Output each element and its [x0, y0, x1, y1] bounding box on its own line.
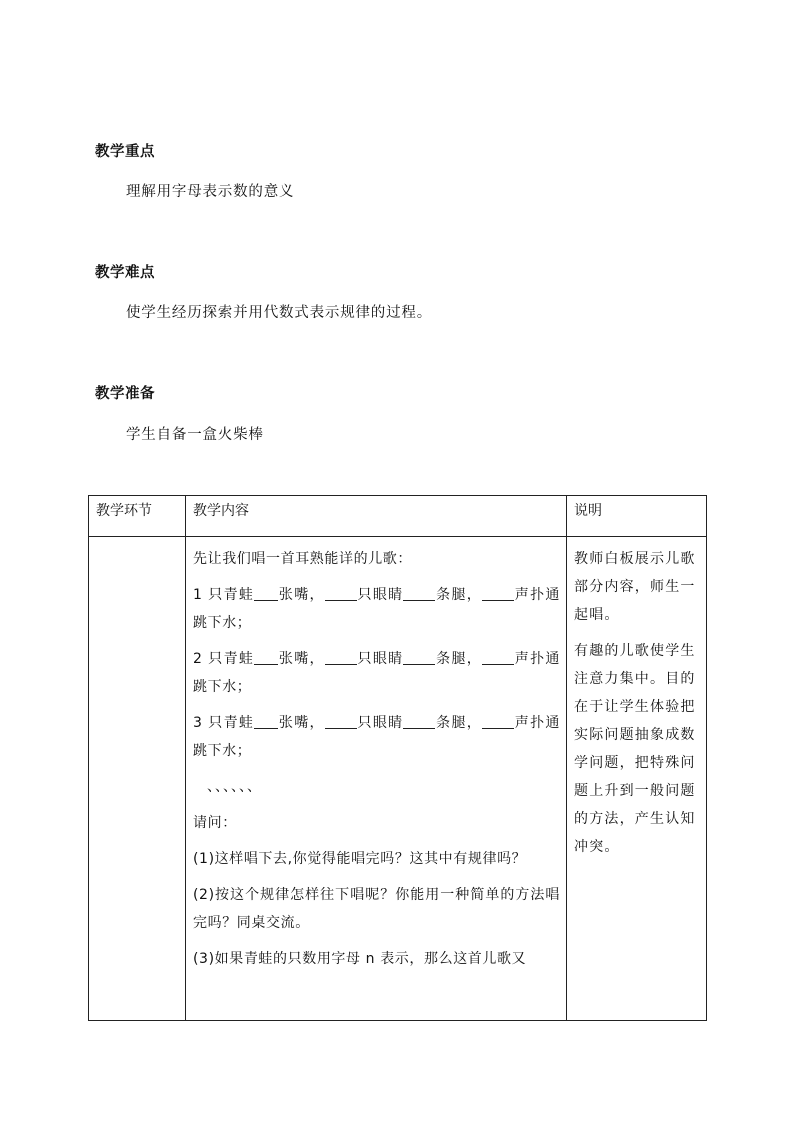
header-stage: 教学环节: [89, 496, 186, 537]
verse-text: 条腿，: [435, 715, 483, 731]
note-paragraph: 有趣的儿歌使学生注意力集中。目的在于让学生体验把实际问题抽象成数学问题，把特殊问题上升到一般问题的方法，产生认知冲突。: [574, 643, 696, 855]
section-heading-difficulties: 教学难点: [95, 265, 155, 281]
fill-blank: [403, 648, 435, 665]
verse-text: 条腿，: [435, 651, 483, 667]
verse-line: [193, 709, 560, 765]
fill-blank: [325, 648, 357, 665]
verse-line: [193, 581, 560, 637]
fill-blank: [325, 584, 357, 601]
verse-number: 3: [193, 715, 203, 731]
fill-blank: [482, 712, 514, 729]
header-content: 教学内容: [186, 496, 567, 537]
verse-text: 声扑: [514, 587, 546, 603]
section-heading-preparation: 教学准备: [95, 386, 155, 402]
intro-line: 先让我们唱一首耳熟能详的儿歌：: [193, 551, 412, 567]
verse-text: 通跳下水；: [193, 587, 560, 631]
fill-blank: [403, 712, 435, 729]
ask-line: 请问：: [193, 815, 237, 831]
verse-text: 张嘴，: [278, 651, 325, 667]
section-text-preparation: 学生自备一盒火柴棒: [126, 427, 264, 443]
fill-blank: [325, 712, 357, 729]
section-text-difficulties: 使学生经历探索并用代数式表示规律的过程。: [126, 305, 432, 321]
verse-text: 通跳下水；: [193, 715, 560, 759]
content-cell: [186, 537, 567, 1021]
fill-blank: [254, 584, 278, 601]
fill-blank: [254, 712, 278, 729]
verse-text: 只眼睛: [356, 651, 404, 667]
verse-text: 张嘴，: [278, 587, 325, 603]
section-heading-key-points: 教学重点: [95, 144, 155, 160]
notes-cell: [567, 537, 707, 1021]
verse-text: 通跳下水；: [193, 651, 560, 695]
note-paragraph: 教师白板展示儿歌部分内容，师生一起唱。: [574, 551, 696, 623]
fill-blank: [482, 584, 514, 601]
fill-blank: [403, 584, 435, 601]
fill-blank: [482, 648, 514, 665]
table-header-row: [89, 496, 707, 537]
question-line: (3)如果青蛙的只数用字母 n 表示，那么这首儿歌又: [193, 951, 527, 967]
header-notes: 说明: [567, 496, 707, 537]
stage-cell: [89, 537, 186, 1021]
section-text-key-points: 理解用字母表示数的意义: [126, 184, 295, 200]
verse-text: 张嘴，: [278, 715, 325, 731]
verse-text: 只眼睛: [356, 715, 404, 731]
verse-text: 只青蛙: [208, 587, 255, 603]
verse-text: 条腿，: [435, 587, 483, 603]
verse-text: 声扑: [514, 715, 546, 731]
verse-text: 只青蛙: [208, 715, 255, 731]
verse-text: 只青蛙: [208, 651, 255, 667]
lesson-plan-table: [88, 495, 707, 1021]
fill-blank: [254, 648, 278, 665]
question-line: (2)按这个规律怎样往下唱呢？你能用一种简单的方法唱完吗？同桌交流。: [193, 887, 560, 931]
verse-number: 1: [193, 587, 203, 603]
verse-text: 只眼睛: [356, 587, 404, 603]
verse-line: [193, 645, 560, 701]
verse-text: 声扑: [514, 651, 546, 667]
question-line: (1)这样唱下去,你觉得能唱完吗？这其中有规律吗？: [193, 851, 527, 867]
ellipsis-line: 、、、、、、: [207, 779, 262, 795]
verse-number: 2: [193, 651, 203, 667]
table-row: [89, 537, 707, 1021]
